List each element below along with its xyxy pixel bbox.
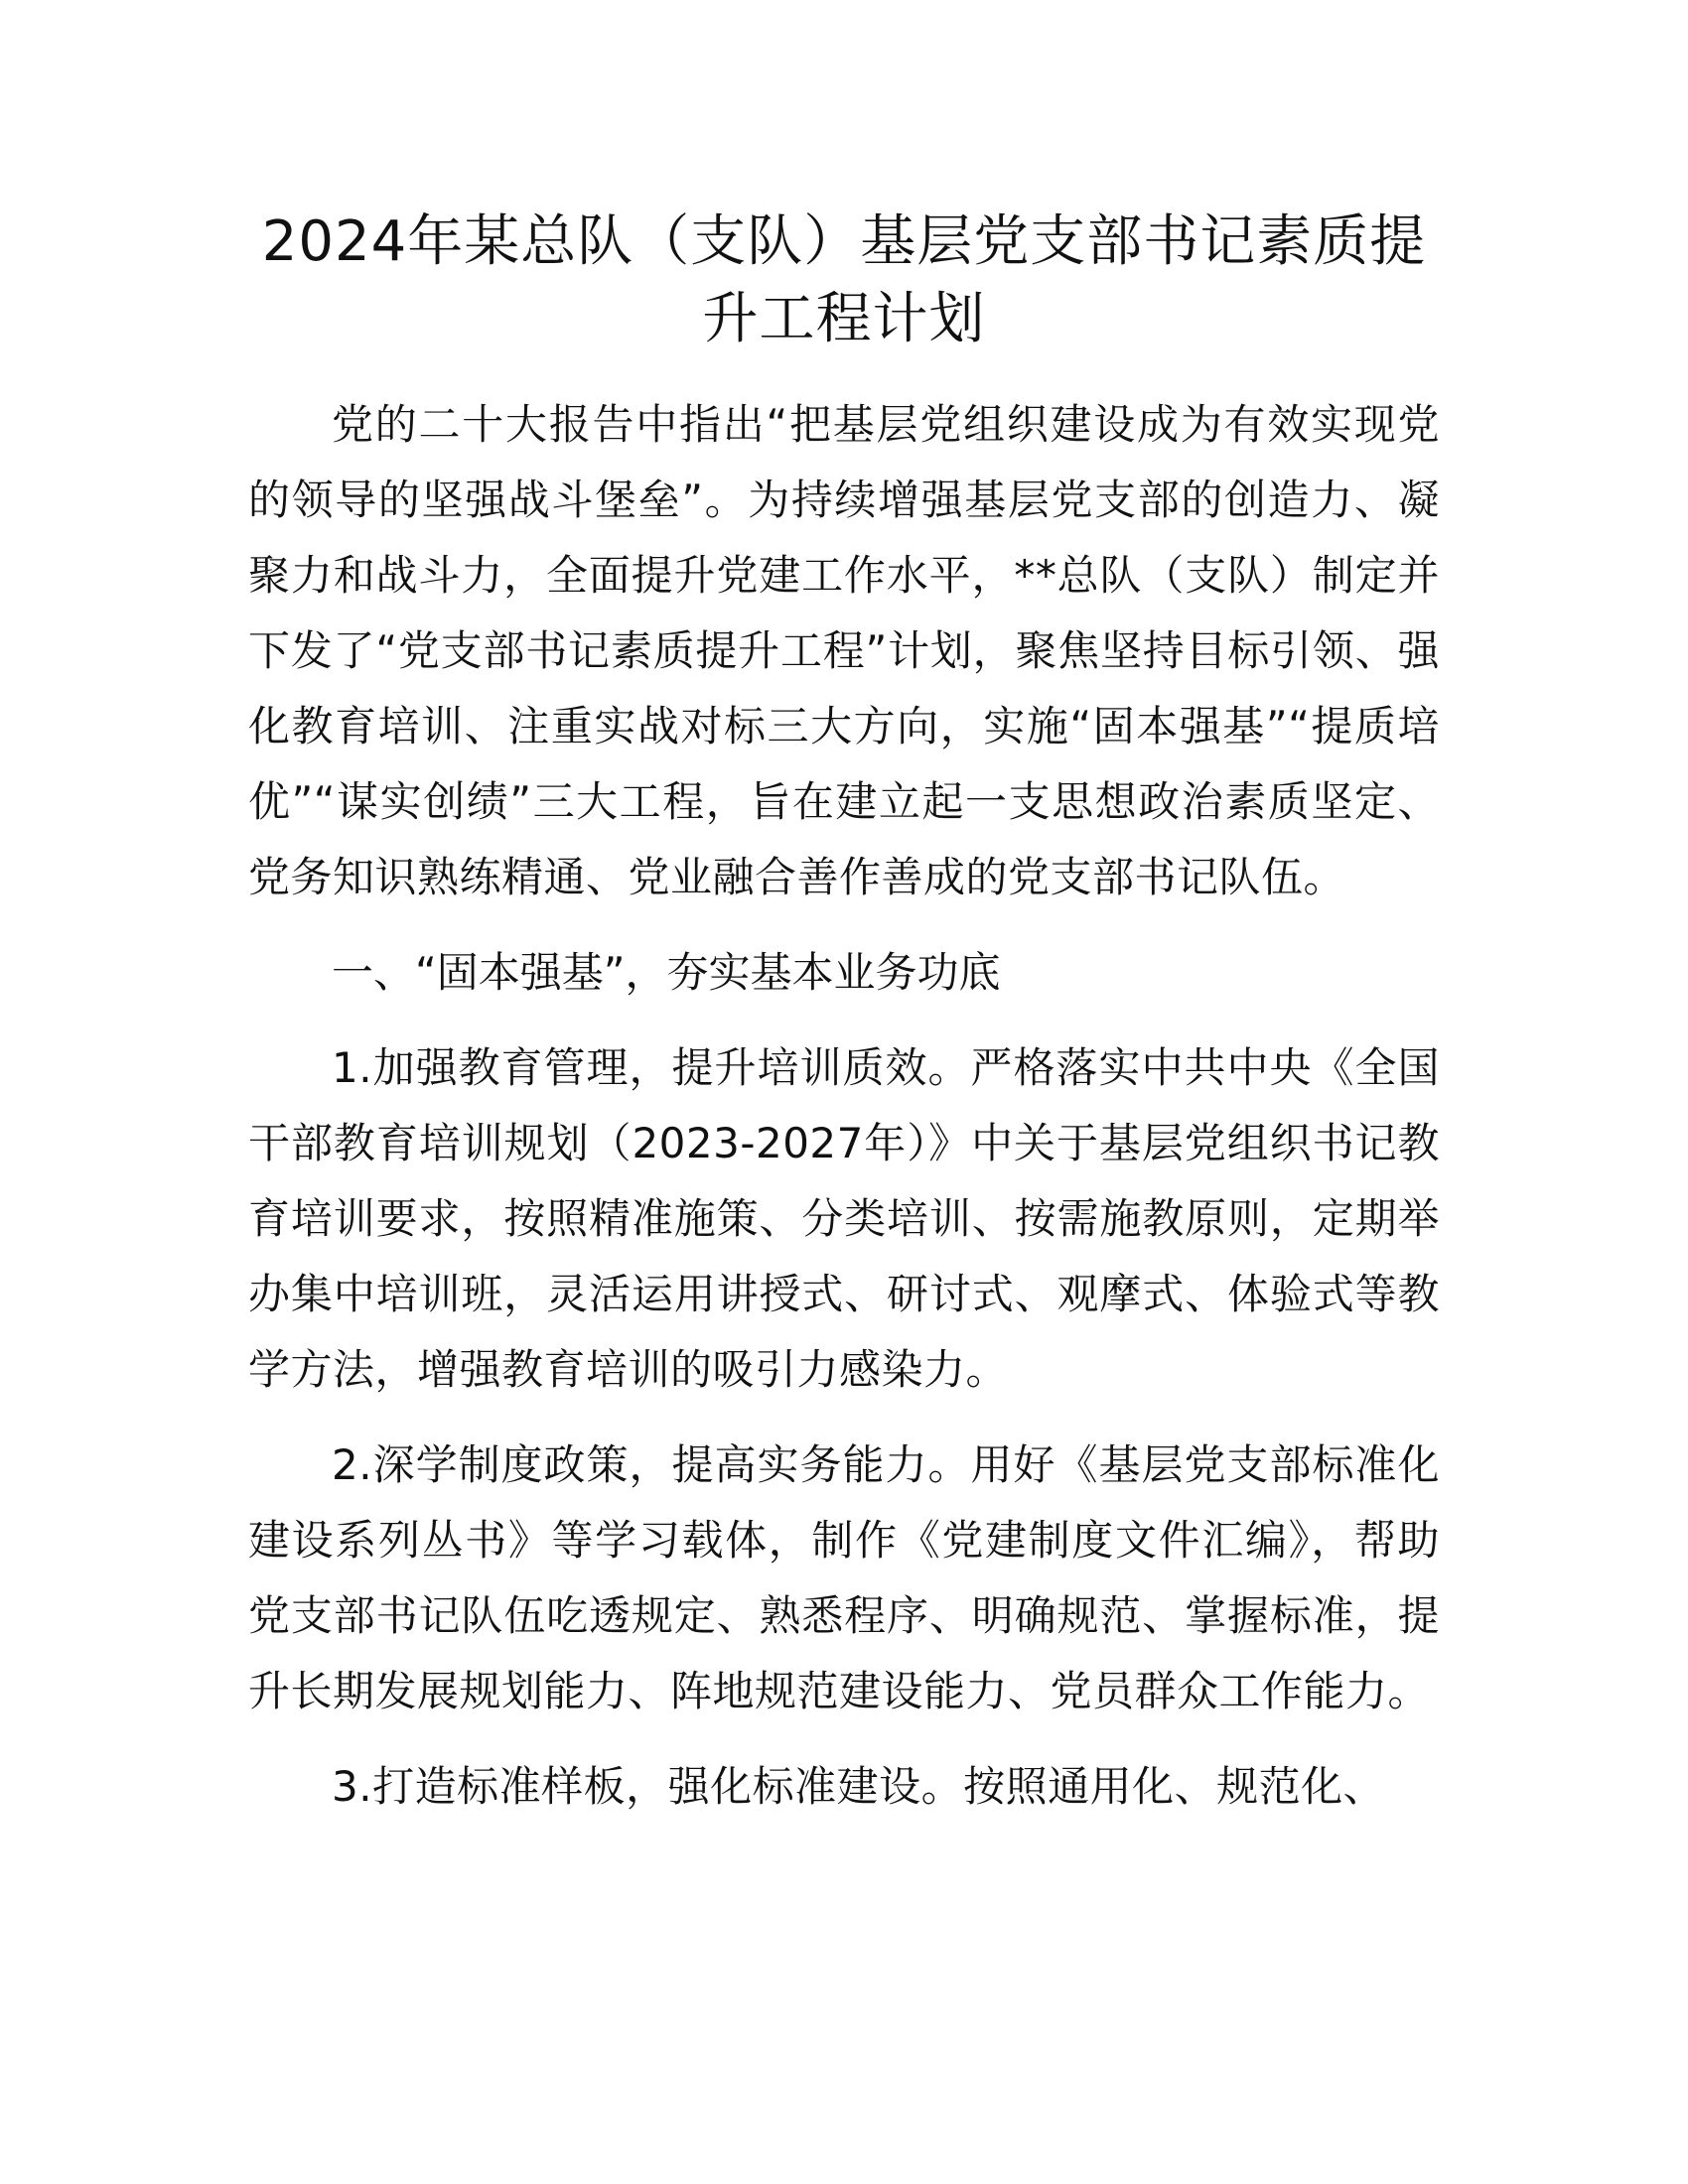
- document-body: [248, 387, 1440, 1844]
- section-heading-1: 一、“固本强基”，夯实基本业务功底: [332, 948, 1001, 997]
- item-paragraph-3: 3.打造标准样板，强化标准建设。按照通用化、规范化、: [332, 1762, 1386, 1811]
- document-title: 2024年某总队（支队）基层党支部书记素质提升工程计划: [261, 209, 1427, 351]
- item-paragraph-1: 1.加强教育管理，提升培训质效。严格落实中共中央《全国干部教育培训规划（2023-2027年）》中关于基层党组织书记教育培训要求，按照精准施策、分类培训、按需施教原则，定期举办集中培训班，灵活运用讲授式、研讨式、观摩式、体验式等教学方法，增强教育培训的吸引力感染力。: [248, 1043, 1440, 1394]
- intro-paragraph: 党的二十大报告中指出“把基层党组织建设成为有效实现党的领导的坚强战斗堡垒”。为持续增强基层党支部的创造力、凝聚力和战斗力，全面提升党建工作水平，**总队（支队）制定并下发了“党支部书记素质提升工程”计划，聚焦坚持目标引领、强化教育培训、注重实战对标三大方向，实施“固本强基”“提质培优”“谋实创绩”三大工程，旨在建立起一支思想政治素质坚定、党务知识熟练精通、党业融合善作善成的党支部书记队伍。: [248, 400, 1440, 901]
- item-paragraph-2: 2.深学制度政策，提高实务能力。用好《基层党支部标准化建设系列丛书》等学习载体，制作《党建制度文件汇编》，帮助党支部书记队伍吃透规定、熟悉程序、明确规范、掌握标准，提升长期发展规划能力、阵地规范建设能力、党员群众工作能力。: [248, 1440, 1440, 1715]
